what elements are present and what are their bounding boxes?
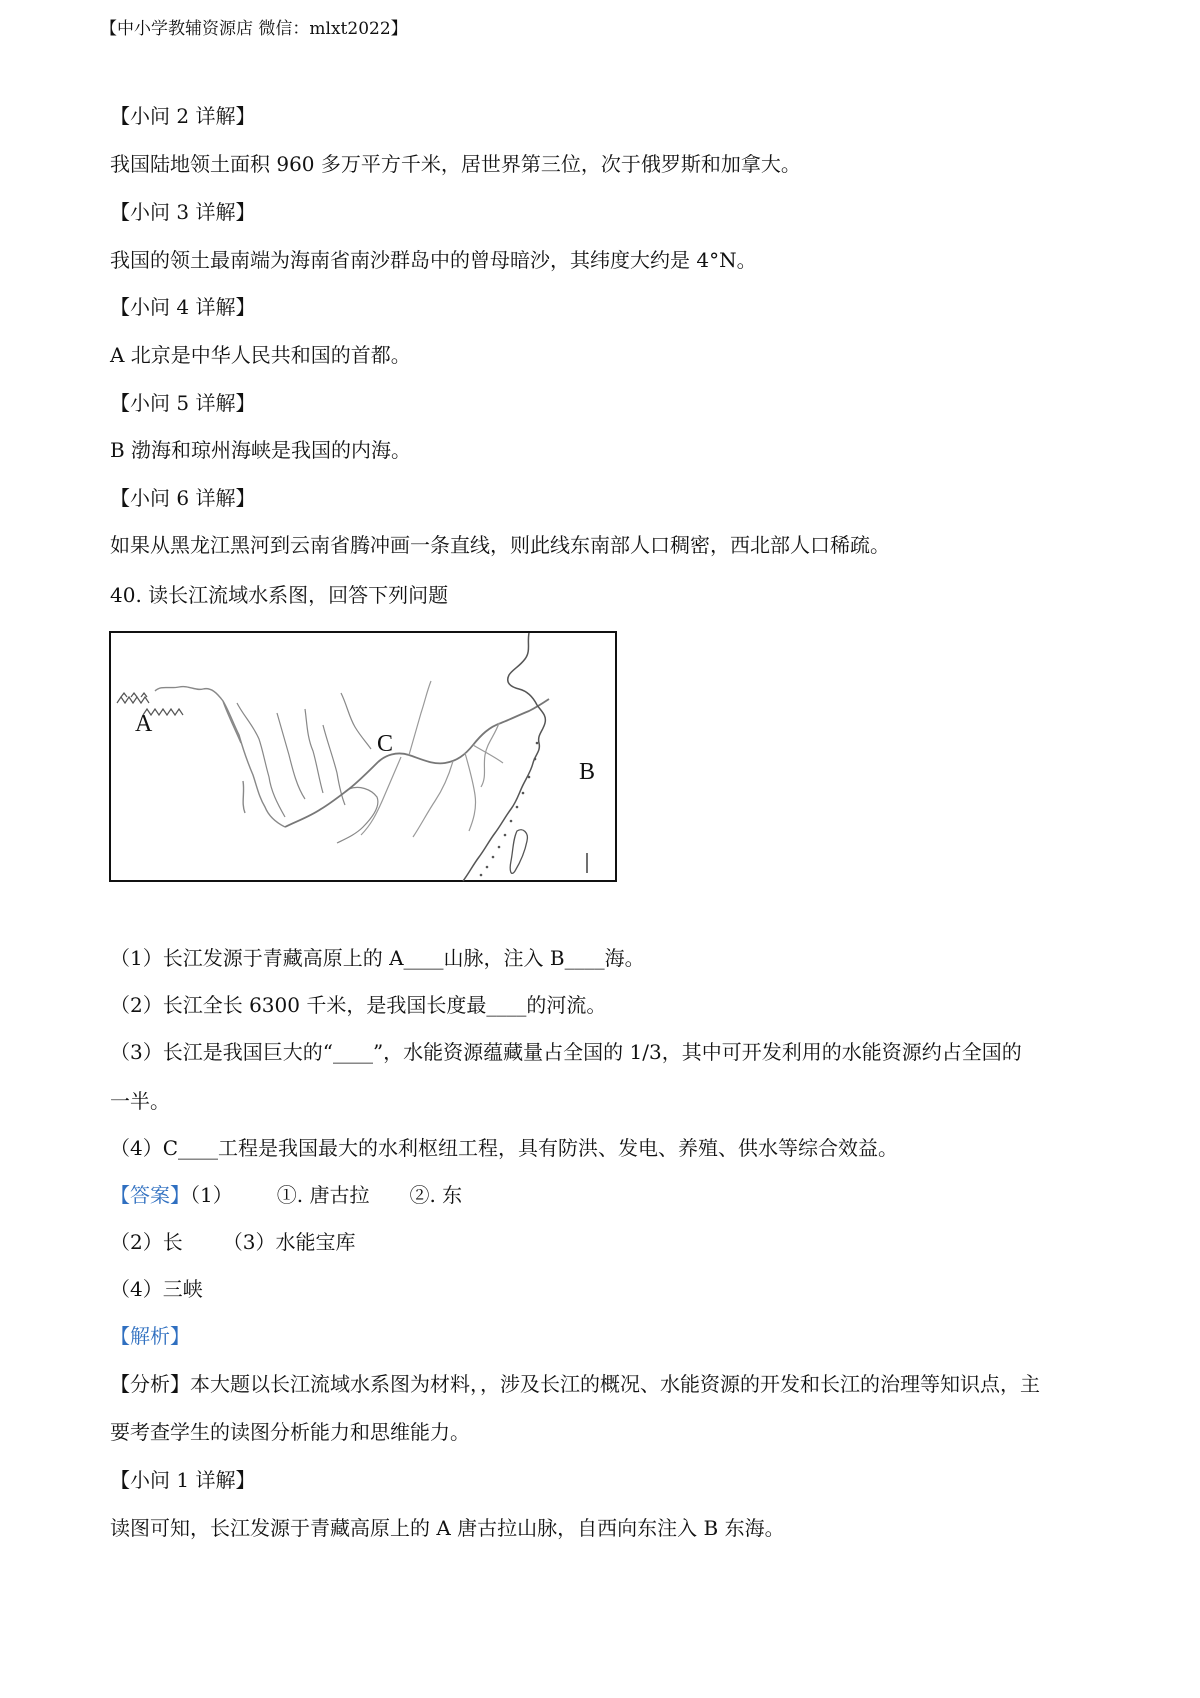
answer-line-2: [110, 1229, 355, 1255]
answer-3: （3）水能宝库: [222, 1230, 356, 1254]
analysis-line-1: 【分析】本大题以长江流域水系图为材料，，涉及长江的概况、水能资源的开发和长江的治理等知识点，主: [110, 1372, 1040, 1396]
map-label-a: A: [135, 711, 153, 737]
sub-question-2-heading: 【小问 2 详解】: [110, 104, 256, 128]
answer-tag: 【答案】: [110, 1183, 190, 1207]
sub-question-1-detail: 读图可知，长江发源于青藏高原上的 A 唐古拉山脉，自西向东注入 B 东海。: [110, 1516, 785, 1540]
map-label-b: B: [579, 759, 596, 785]
source-header: 【中小学教辅资源店 微信：mlxt2022】: [100, 19, 408, 39]
sub-question-5-heading: 【小问 5 详解】: [110, 391, 256, 415]
sub-question-3-heading: 【小问 3 详解】: [110, 200, 256, 224]
sub-question-6-detail: 如果从黑龙江黑河到云南省腾冲画一条直线，则此线东南部人口稠密，西北部人口稀疏。: [110, 533, 890, 557]
answer-2: （2）长: [110, 1230, 183, 1254]
yangtze-basin-map: [109, 631, 617, 882]
sub-question-4-heading: 【小问 4 详解】: [110, 295, 256, 319]
sub-question-1-heading: 【小问 1 详解】: [110, 1468, 256, 1492]
question-3-continued: 一半。: [110, 1089, 170, 1113]
map-label-c: C: [377, 731, 394, 757]
answer-line-1: [110, 1182, 462, 1208]
question-1: （1）长江发源于青藏高原上的 A____山脉，注入 B____海。: [110, 946, 645, 970]
sub-question-5-detail: B 渤海和琼州海峡是我国的内海。: [110, 438, 412, 462]
answer-1-prefix: （1）: [190, 1183, 233, 1207]
question-40-title: 40. 读长江流域水系图，回答下列问题: [110, 583, 449, 607]
sub-question-6-heading: 【小问 6 详解】: [110, 486, 256, 510]
answer-1-item-2: ②. 东: [409, 1183, 463, 1207]
map-frame: [110, 632, 616, 881]
answer-4: （4）三峡: [110, 1277, 203, 1301]
analysis-line-2: 要考查学生的读图分析能力和思维能力。: [110, 1420, 470, 1444]
sub-question-2-detail: 我国陆地领土面积 960 多万平方千米，居世界第三位，次于俄罗斯和加拿大。: [110, 152, 801, 176]
answer-1-item-1: ①. 唐古拉: [276, 1183, 370, 1207]
question-2: （2）长江全长 6300 千米，是我国长度最____的河流。: [110, 993, 607, 1017]
sub-question-4-detail: A 北京是中华人民共和国的首都。: [110, 343, 411, 367]
question-4: （4）C____工程是我国最大的水利枢纽工程，具有防洪、发电、养殖、供水等综合效益。: [110, 1136, 899, 1160]
analysis-tag: 【解析】: [110, 1324, 190, 1348]
sub-question-3-detail: 我国的领土最南端为海南省南沙群岛中的曾母暗沙，其纬度大约是 4°N。: [110, 248, 757, 272]
question-3: （3）长江是我国巨大的“____”，水能资源蕴藏量占全国的 1/3，其中可开发利用的水能资源约占全国的: [110, 1040, 1022, 1064]
